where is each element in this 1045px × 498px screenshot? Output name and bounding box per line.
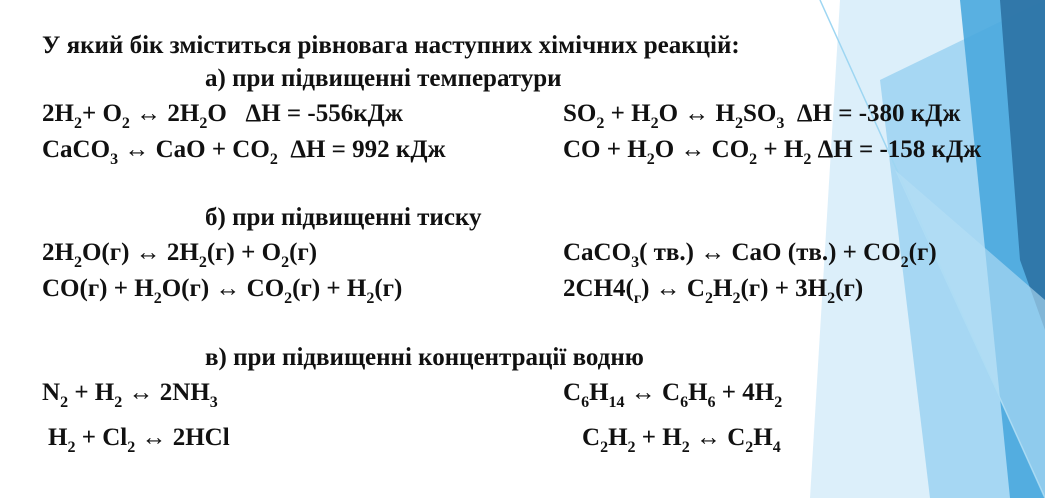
equation-a-2-left: CaCO$_3$ ↔ CaO + $CO_2$ ΔH = 992 кДж bbox=[42, 136, 446, 168]
equation-a-1-right: $SO_2 + H_2O$ ↔ $H_2SO_3$ ΔH = -380 кДж bbox=[563, 100, 961, 132]
section-heading-temperature: а) при підвищенні температури bbox=[205, 65, 562, 92]
equation-a-1-left: $2H_2+ O_2$ ↔ $2H_2O$ ΔH = -556кДж bbox=[42, 100, 403, 132]
equation-b-1-left: $2H_2O(г)$ ↔ $2H_2(г) + O_2(г)$ bbox=[42, 239, 318, 271]
equation-c-1-left: $N_2 + H_2$ ↔ $2NH_3$ bbox=[42, 379, 218, 411]
equation-c-2-right: $C_2H_2 + H_2$ ↔ $C_2H_4$ bbox=[582, 424, 781, 456]
equation-b-2-right: $2CH4(_г)$ ↔ $C_2H_2(г) + 3H_2(г)$ bbox=[563, 275, 864, 307]
section-heading-pressure: б) при підвищенні тиску bbox=[205, 204, 482, 231]
equation-b-1-right: CaCO$_3$( тв.) ↔ CaO $(тв.) + CO_2(г)$ bbox=[563, 239, 937, 271]
section-heading-hydrogen-concentration: в) при підвищенні концентрації водню bbox=[205, 344, 644, 371]
equation-c-2-left: $H_2 + Cl_2$ ↔ 2HCl bbox=[48, 424, 230, 456]
equation-c-1-right: $C_6H_{14}$ ↔ $C_6H_6 + 4H_2$ bbox=[563, 379, 783, 411]
equation-a-2-right: CO + $H_2O$ ↔ $CO_2 + H_2$ ΔH = -158 кДж bbox=[563, 136, 982, 168]
page-title: У який бік зміститься рівновага наступних хімічних реакцій: bbox=[42, 32, 740, 59]
equation-b-2-left: $CO(г) + H_2O(г)$ ↔ $CO_2(г) + H_2(г)$ bbox=[42, 275, 403, 307]
